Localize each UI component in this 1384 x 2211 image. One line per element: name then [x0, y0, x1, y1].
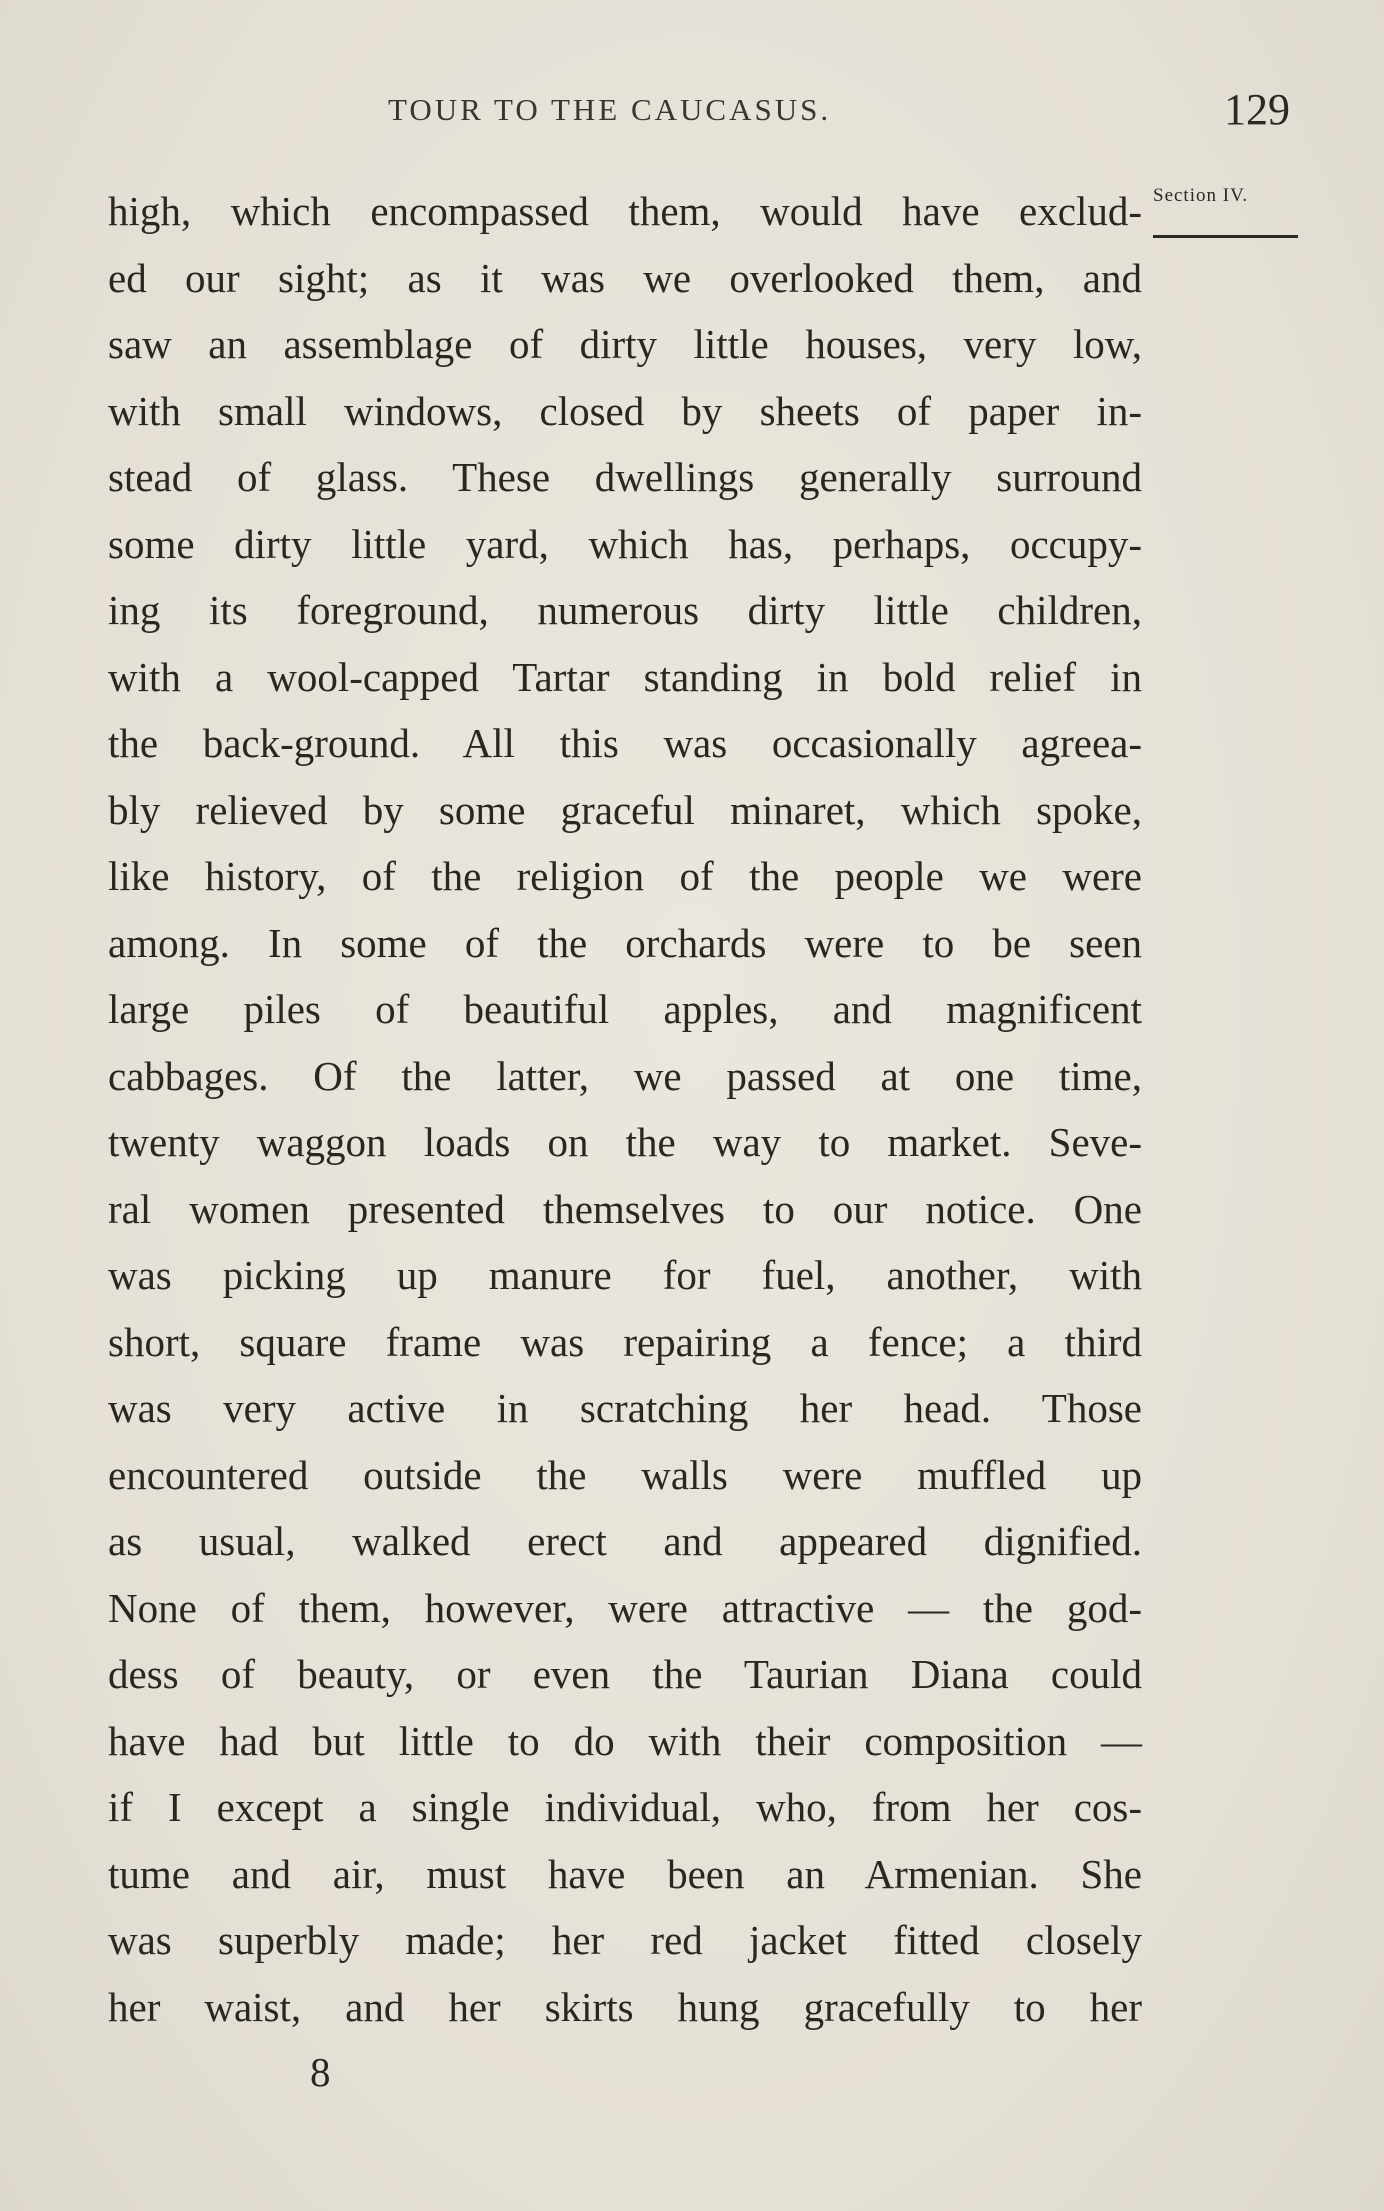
body-line: like history, of the religion of the people we were [108, 853, 1142, 899]
section-margin-note: Section IV. [1153, 185, 1249, 206]
body-line: ing its foreground, numerous dirty little children, [108, 587, 1142, 633]
body-line: tume and air, must have been an Armenian. She [108, 1850, 1142, 1897]
body-line: with a wool-capped Tartar standing in bold relief in [108, 653, 1142, 700]
body-line: ed our sight; as it was we overlooked them, and [108, 254, 1142, 301]
body-line: her waist, and her skirts hung gracefully to her [108, 1983, 1142, 2030]
body-line: bly relieved by some graceful minaret, which spoke, [108, 786, 1142, 833]
running-head [0, 85, 1384, 136]
body-line: ral women presented themselves to our notice. One [108, 1185, 1142, 1232]
margin-rule [1153, 235, 1298, 238]
body-line: among. In some of the orchards were to be seen [108, 919, 1142, 966]
body-line: short, square frame was repairing a fence; a third [108, 1318, 1142, 1365]
body-line: if I except a single individual, who, from her cos- [108, 1784, 1142, 1830]
body-line: as usual, walked erect and appeared dignified. [108, 1518, 1142, 1564]
running-title: TOUR TO THE CAUCASUS. [388, 92, 832, 127]
body-text [108, 178, 1142, 2040]
body-line: large piles of beautiful apples, and magnificent [108, 986, 1142, 1032]
page-number: 129 [1224, 85, 1290, 134]
body-line: was superbly made; her red jacket fitted closely [108, 1917, 1142, 1963]
body-line: cabbages. Of the latter, we passed at one time, [108, 1052, 1142, 1099]
body-line: was picking up manure for fuel, another, with [108, 1252, 1142, 1298]
body-line: stead of glass. These dwellings generally surround [108, 454, 1142, 500]
body-line: was very active in scratching her head. Those [108, 1385, 1142, 1431]
body-line: the back-ground. All this was occasionally agreea- [108, 720, 1142, 766]
body-line: None of them, however, were attractive — the god- [108, 1584, 1142, 1631]
body-line: with small windows, closed by sheets of paper in- [108, 387, 1142, 434]
body-line: twenty waggon loads on the way to market. Seve- [108, 1119, 1142, 1165]
body-line: have had but little to do with their composition — [108, 1717, 1142, 1764]
body-line: encountered outside the walls were muffled up [108, 1451, 1142, 1498]
body-line: saw an assemblage of dirty little houses, very low, [108, 321, 1142, 367]
body-line: dess of beauty, or even the Taurian Diana could [108, 1651, 1142, 1697]
body-line: some dirty little yard, which has, perhaps, occupy- [108, 520, 1142, 567]
signature-mark: 8 [310, 2049, 331, 2095]
body-line: high, which encompassed them, would have exclud- [108, 188, 1142, 234]
